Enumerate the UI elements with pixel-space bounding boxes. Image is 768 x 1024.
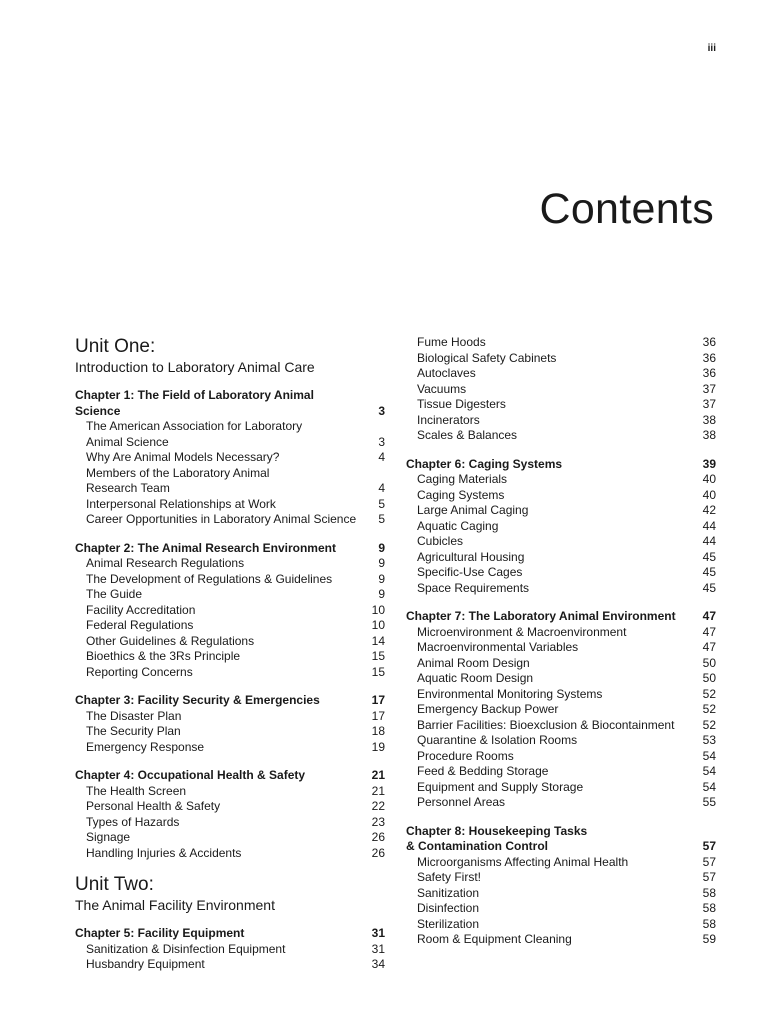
section-entry-title: Reporting Concerns xyxy=(86,664,193,679)
section-entry-page: 45 xyxy=(702,565,716,579)
section-entry-page: 38 xyxy=(702,412,716,427)
section-entry-title: Career Opportunities in Laboratory Animal Science xyxy=(86,512,357,526)
chapter-entry-title: Chapter 5: Facility Equipment xyxy=(75,926,245,940)
section-entry-page: 9 xyxy=(378,587,385,601)
section-entry-page: 50 xyxy=(702,671,716,685)
section-entry-title: The Development of Regulations & Guidelines xyxy=(86,571,333,586)
section-entry-title: Bioethics & the 3Rs Principle xyxy=(86,649,241,663)
chapter-entry-title: Chapter 4: Occupational Health & Safety xyxy=(75,768,306,782)
section-entry[interactable] xyxy=(406,550,716,566)
section-entry-title: Large Animal Caging xyxy=(417,503,529,517)
section-entry-title: Caging Systems xyxy=(417,487,505,502)
section-entry-page: 9 xyxy=(378,556,385,570)
section-entry-title: Emergency Backup Power xyxy=(417,702,559,716)
section-entry[interactable] xyxy=(75,497,385,513)
section-entry[interactable] xyxy=(406,901,716,917)
section-entry[interactable] xyxy=(406,855,716,871)
section-entry-page: 26 xyxy=(371,830,385,844)
section-entry[interactable] xyxy=(75,634,385,650)
section-entry-title: Biological Safety Cabinets xyxy=(417,350,557,365)
section-entry[interactable] xyxy=(406,366,716,382)
section-entry[interactable] xyxy=(406,795,716,811)
toc-chapter xyxy=(75,926,385,973)
section-entry-page: 55 xyxy=(702,795,716,809)
section-entry-page: 36 xyxy=(702,335,716,349)
section-entry-page: 38 xyxy=(702,428,716,442)
section-entry-page: 10 xyxy=(371,602,385,617)
section-entry-page: 17 xyxy=(371,708,385,723)
section-entry-title: The American Association for Laboratory Animal Science xyxy=(86,419,303,449)
section-entry-title: Disinfection xyxy=(417,901,480,915)
section-entry[interactable] xyxy=(75,587,385,603)
section-entry[interactable] xyxy=(406,565,716,581)
section-entry-title: Room & Equipment Cleaning xyxy=(417,932,572,946)
section-entry-page: 10 xyxy=(371,618,385,632)
section-entry-page: 54 xyxy=(702,779,716,794)
section-entry-page: 40 xyxy=(702,472,716,486)
section-entry-title: The Security Plan xyxy=(86,724,181,738)
section-entry-title: Why Are Animal Models Necessary? xyxy=(86,450,280,464)
section-entry-title: The Health Screen xyxy=(86,783,187,798)
section-entry-title: Equipment and Supply Storage xyxy=(417,779,584,794)
section-entry[interactable] xyxy=(406,519,716,535)
chapter-entry-title: Chapter 8: Housekeeping Tasks & Contamination Control xyxy=(406,823,588,853)
section-entry[interactable] xyxy=(75,665,385,681)
section-entry[interactable] xyxy=(75,815,385,831)
section-entry[interactable] xyxy=(406,581,716,597)
section-entry-page: 42 xyxy=(702,503,716,517)
section-entry-title: Federal Regulations xyxy=(86,618,194,632)
unit-subtitle: The Animal Facility Environment xyxy=(75,897,275,913)
chapter-entry[interactable] xyxy=(75,926,385,942)
section-entry-title: Feed & Bedding Storage xyxy=(417,764,549,778)
section-entry[interactable] xyxy=(406,640,716,656)
page-title: Contents xyxy=(539,184,714,233)
unit-heading: Unit One: xyxy=(75,336,156,357)
section-entry-page: 50 xyxy=(702,655,716,670)
section-entry[interactable] xyxy=(75,450,385,466)
section-entry-page: 52 xyxy=(702,717,716,732)
chapter-entry[interactable] xyxy=(75,388,385,419)
section-entry[interactable] xyxy=(406,671,716,687)
section-entry[interactable] xyxy=(406,656,716,672)
section-entry[interactable] xyxy=(406,351,716,367)
section-entry-page: 5 xyxy=(378,496,385,511)
section-entry-page: 58 xyxy=(702,885,716,900)
toc-chapter xyxy=(75,768,385,861)
section-entry-page: 44 xyxy=(702,534,716,548)
section-entry[interactable] xyxy=(75,740,385,756)
section-entry[interactable] xyxy=(75,846,385,862)
section-entry-page: 40 xyxy=(702,487,716,502)
section-entry-title: Macroenvironmental Variables xyxy=(417,640,579,654)
section-entry[interactable] xyxy=(75,419,385,450)
section-entry-title: The Guide xyxy=(86,587,143,601)
section-entry-page: 37 xyxy=(702,381,716,396)
section-entry-page: 23 xyxy=(371,814,385,829)
section-entry-title: Specific-Use Cages xyxy=(417,565,523,579)
section-entry-page: 3 xyxy=(378,434,385,449)
chapter-entry-title: Chapter 1: The Field of Laboratory Animal Science xyxy=(75,388,314,418)
section-entry-title: Emergency Response xyxy=(86,739,205,754)
section-entry[interactable] xyxy=(406,472,716,488)
section-entry[interactable] xyxy=(406,932,716,948)
section-entry-title: Agricultural Housing xyxy=(417,549,525,564)
section-entry-title: Facility Accreditation xyxy=(86,602,196,617)
section-entry-title: Quarantine & Isolation Rooms xyxy=(417,733,578,747)
section-entry-page: 15 xyxy=(371,664,385,679)
section-entry-title: Handling Injuries & Accidents xyxy=(86,845,242,860)
section-entry-page: 53 xyxy=(702,733,716,747)
section-entry-title: Signage xyxy=(86,830,131,844)
toc-chapter xyxy=(406,824,716,948)
section-entry-page: 15 xyxy=(371,649,385,663)
section-entry-page: 52 xyxy=(702,702,716,716)
section-entry-title: Space Requirements xyxy=(417,580,530,595)
section-entry[interactable] xyxy=(406,503,716,519)
section-entry-page: 9 xyxy=(378,571,385,586)
section-entry[interactable] xyxy=(75,603,385,619)
chapter-entry-page: 9 xyxy=(378,540,385,555)
page-number: iii xyxy=(707,43,716,54)
toc-chapter xyxy=(406,457,716,597)
section-entry[interactable] xyxy=(75,784,385,800)
section-entry[interactable] xyxy=(406,687,716,703)
section-entry-page: 22 xyxy=(371,799,385,813)
section-entry[interactable] xyxy=(406,625,716,641)
chapter-entry[interactable] xyxy=(75,541,385,557)
toc-chapter xyxy=(75,693,385,755)
section-entry[interactable] xyxy=(75,799,385,815)
section-entry-title: Sterilization xyxy=(417,916,480,931)
section-entry-title: Members of the Laboratory Animal Research Team xyxy=(86,465,270,495)
section-entry-page: 4 xyxy=(378,450,385,464)
chapter-entry[interactable] xyxy=(406,457,716,473)
section-entry-title: Sanitization & Disinfection Equipment xyxy=(86,941,286,956)
section-entry-title: Cubicles xyxy=(417,534,464,548)
section-entry-title: Microorganisms Affecting Animal Health xyxy=(417,854,629,869)
section-entry[interactable] xyxy=(406,718,716,734)
section-entry-title: Personnel Areas xyxy=(417,795,506,809)
section-entry-title: Animal Research Regulations xyxy=(86,556,245,570)
section-entry-page: 19 xyxy=(371,739,385,754)
chapter-entry-page: 31 xyxy=(371,926,385,940)
section-entry[interactable] xyxy=(75,572,385,588)
section-entry-title: Fume Hoods xyxy=(417,335,486,349)
section-entry[interactable] xyxy=(406,413,716,429)
chapter-entry[interactable] xyxy=(406,824,716,855)
section-entry-page: 26 xyxy=(371,845,385,860)
section-entry-title: Other Guidelines & Regulations xyxy=(86,633,255,648)
chapter-entry-title: Chapter 6: Caging Systems xyxy=(406,456,563,471)
section-entry[interactable] xyxy=(406,488,716,504)
section-entry-page: 52 xyxy=(702,686,716,701)
chapter-entry-page: 3 xyxy=(378,403,385,418)
section-entry[interactable] xyxy=(75,649,385,665)
section-entry-page: 45 xyxy=(702,549,716,564)
toc-chapter xyxy=(75,541,385,681)
section-entry-title: Vacuums xyxy=(417,381,467,396)
section-entry-page: 58 xyxy=(702,901,716,915)
section-entry-title: Environmental Monitoring Systems xyxy=(417,686,603,701)
section-entry[interactable] xyxy=(406,733,716,749)
section-entry-page: 54 xyxy=(702,748,716,763)
section-entry-title: Aquatic Caging xyxy=(417,518,499,533)
chapter-entry-page: 39 xyxy=(702,456,716,471)
chapter-entry[interactable] xyxy=(75,768,385,784)
section-entry-page: 57 xyxy=(702,854,716,869)
section-entry-title: Personal Health & Safety xyxy=(86,799,221,813)
chapter-entry[interactable] xyxy=(75,693,385,709)
section-entry[interactable] xyxy=(75,466,385,497)
section-entry-page: 58 xyxy=(702,916,716,931)
section-entry-page: 36 xyxy=(702,366,716,380)
section-entry-page: 31 xyxy=(371,941,385,956)
section-entry-title: Scales & Balances xyxy=(417,428,518,442)
section-entry-title: Caging Materials xyxy=(417,472,508,486)
section-entry[interactable] xyxy=(406,397,716,413)
section-entry-page: 36 xyxy=(702,350,716,365)
section-entry-title: Interpersonal Relationships at Work xyxy=(86,496,276,511)
section-entry-page: 47 xyxy=(702,640,716,654)
chapter-entry-title: Chapter 3: Facility Security & Emergencies xyxy=(75,693,320,707)
section-entry[interactable] xyxy=(406,780,716,796)
section-entry[interactable] xyxy=(406,534,716,550)
section-entry[interactable] xyxy=(75,618,385,634)
section-entry-page: 21 xyxy=(371,783,385,798)
section-entry[interactable] xyxy=(75,957,385,973)
toc-chapter xyxy=(75,388,385,528)
chapter-entry-page: 17 xyxy=(371,693,385,707)
section-entry-title: Sanitization xyxy=(417,885,480,900)
section-entry-page: 45 xyxy=(702,580,716,595)
section-entry[interactable] xyxy=(406,382,716,398)
section-entry-title: Procedure Rooms xyxy=(417,748,514,763)
section-entry[interactable] xyxy=(75,556,385,572)
section-entry-page: 34 xyxy=(371,957,385,971)
section-entry[interactable] xyxy=(75,942,385,958)
chapter-entry-page: 21 xyxy=(371,768,385,782)
section-entry-title: Types of Hazards xyxy=(86,814,180,829)
toc-right-column xyxy=(406,335,716,961)
section-entry-page: 4 xyxy=(378,481,385,495)
section-entry-page: 44 xyxy=(702,518,716,533)
section-entry[interactable] xyxy=(75,830,385,846)
section-entry-page: 57 xyxy=(702,870,716,884)
section-entry[interactable] xyxy=(406,870,716,886)
section-entry-page: 18 xyxy=(371,724,385,738)
section-entry[interactable] xyxy=(75,709,385,725)
chapter-entry-page: 57 xyxy=(702,839,716,853)
section-entry-page: 5 xyxy=(378,512,385,526)
section-entry-page: 37 xyxy=(702,397,716,411)
section-entry-page: 47 xyxy=(702,624,716,639)
continued-sections xyxy=(406,335,716,444)
section-entry-title: Autoclaves xyxy=(417,366,476,380)
unit-subtitle: Introduction to Laboratory Animal Care xyxy=(75,359,315,375)
toc-left-column xyxy=(75,336,385,986)
toc-chapter xyxy=(406,609,716,811)
section-entry[interactable] xyxy=(406,428,716,444)
section-entry-title: Tissue Digesters xyxy=(417,397,506,411)
section-entry-title: The Disaster Plan xyxy=(86,708,182,723)
section-entry[interactable] xyxy=(406,749,716,765)
chapter-entry-title: Chapter 7: The Laboratory Animal Environment xyxy=(406,609,676,623)
chapter-entry-title: Chapter 2: The Animal Research Environment xyxy=(75,540,336,555)
section-entry-title: Safety First! xyxy=(417,870,482,884)
section-entry-title: Animal Room Design xyxy=(417,655,530,670)
section-entry-title: Microenvironment & Macroenvironment xyxy=(417,624,627,639)
section-entry[interactable] xyxy=(406,917,716,933)
section-entry-title: Incinerators xyxy=(417,412,480,427)
unit-heading: Unit Two: xyxy=(75,874,154,895)
section-entry-page: 59 xyxy=(702,932,716,946)
section-entry[interactable] xyxy=(75,724,385,740)
chapter-entry[interactable] xyxy=(406,609,716,625)
section-entry-page: 54 xyxy=(702,764,716,778)
chapter-entry-page: 47 xyxy=(702,609,716,623)
section-entry-title: Aquatic Room Design xyxy=(417,671,534,685)
section-entry[interactable] xyxy=(406,764,716,780)
section-entry-title: Barrier Facilities: Bioexclusion & Biocontainment xyxy=(417,717,675,732)
section-entry[interactable] xyxy=(406,886,716,902)
section-entry[interactable] xyxy=(406,335,716,351)
section-entry[interactable] xyxy=(406,702,716,718)
section-entry-title: Husbandry Equipment xyxy=(86,957,205,971)
section-entry-page: 14 xyxy=(371,633,385,648)
section-entry[interactable] xyxy=(75,512,385,528)
